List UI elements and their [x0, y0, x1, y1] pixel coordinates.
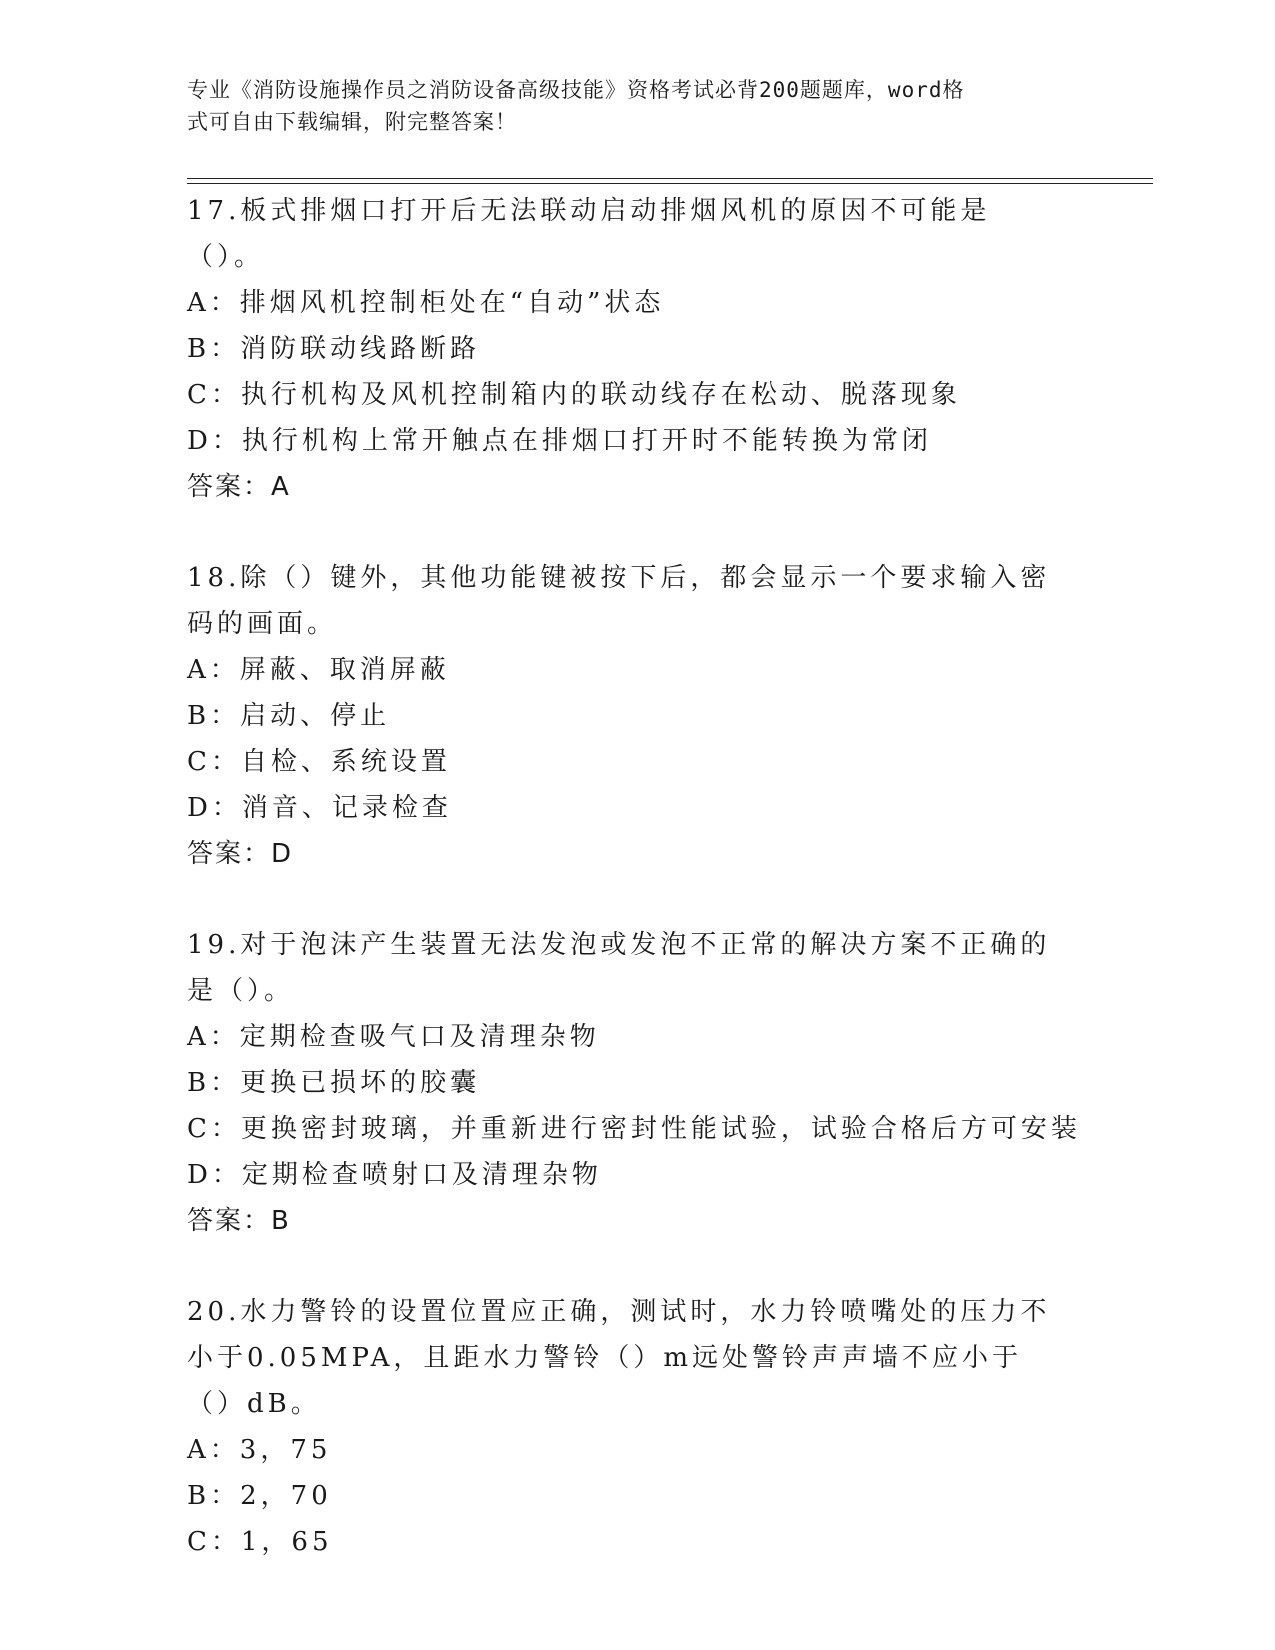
option-b: B：2，70 — [187, 1481, 332, 1511]
question-18 — [187, 555, 1087, 877]
option-a: A：排烟风机控制柜处在“自动”状态 — [187, 288, 665, 318]
option-a: A：定期检查吸气口及清理杂物 — [187, 1022, 600, 1052]
option-a: A：屏蔽、取消屏蔽 — [187, 655, 450, 685]
header-line-1: 专业《消防设施操作员之消防设备高级技能》资格考试必背200题题库，word格 — [187, 78, 965, 102]
question-20 — [187, 1289, 1087, 1565]
header-divider-bottom — [187, 183, 1153, 184]
answer: 答案：A — [187, 472, 291, 502]
question-stem: 18.除（）键外，其他功能键被按下后，都会显示一个要求输入密码的画面。 — [187, 563, 1051, 639]
option-c: C：更换密封玻璃，并重新进行密封性能试验，试验合格后方可安装 — [187, 1114, 1081, 1144]
question-stem: 20.水力警铃的设置位置应正确，测试时，水力铃喷嘴处的压力不小于0.05MPA，且距水力警铃（）m远处警铃声声墙不应小于（）dB。 — [187, 1297, 1051, 1419]
option-c: C：1，65 — [187, 1527, 333, 1557]
option-c: C：执行机构及风机控制箱内的联动线存在松动、脱落现象 — [187, 380, 961, 410]
question-stem: 19.对于泡沫产生装置无法发泡或发泡不正常的解决方案不正确的是（）。 — [187, 930, 1051, 1006]
option-b: B：更换已损坏的胶囊 — [187, 1068, 481, 1098]
answer: 答案：B — [187, 1206, 291, 1236]
question-list — [187, 188, 1087, 1610]
answer: 答案：D — [187, 839, 294, 869]
document-header — [187, 74, 1067, 138]
header-line-2: 式可自由下载编辑，附完整答案！ — [187, 110, 517, 134]
question-stem: 17.板式排烟口打开后无法联动启动排烟风机的原因不可能是（）。 — [187, 196, 991, 272]
option-d: D：执行机构上常开触点在排烟口打开时不能转换为常闭 — [187, 426, 932, 456]
option-c: C：自检、系统设置 — [187, 747, 451, 777]
question-19 — [187, 922, 1087, 1244]
option-d: D：消音、记录检查 — [187, 793, 452, 823]
question-17 — [187, 188, 1087, 510]
option-a: A：3，75 — [187, 1435, 332, 1465]
option-b: B：消防联动线路断路 — [187, 334, 481, 364]
option-b: B：启动、停止 — [187, 701, 391, 731]
header-divider-top — [187, 178, 1153, 179]
option-d: D：定期检查喷射口及清理杂物 — [187, 1160, 602, 1190]
